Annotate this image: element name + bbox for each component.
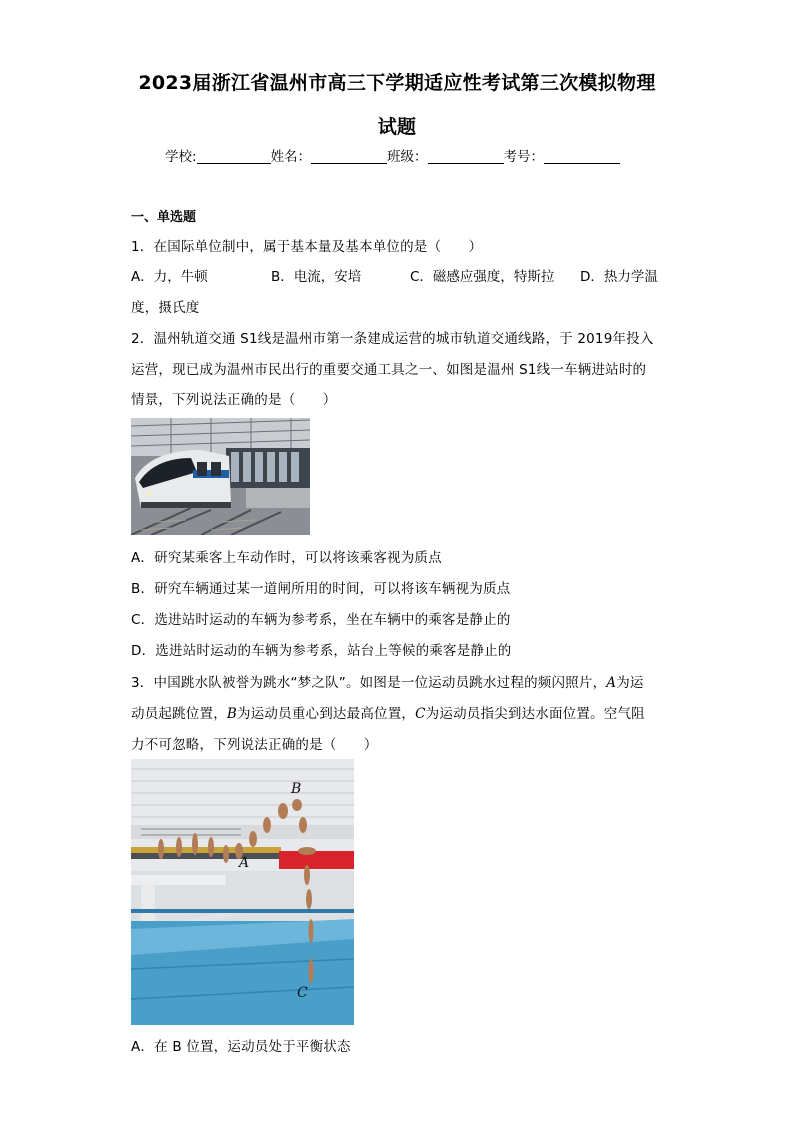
q1-stem: 1．在国际单位制中，属于基本量及基本单位的是（ ）	[131, 239, 483, 255]
q3-line2-text-end: 为运动员指尖到达水面位置。空气阻	[425, 706, 645, 722]
q3-stem-line1	[131, 671, 644, 691]
q1-option-d-cont: 度，摄氏度	[131, 300, 200, 316]
student-info-row	[165, 145, 620, 165]
q1-option-a: A．力，牛顿	[131, 269, 208, 285]
q3-stem-line3: 力不可忽略，下列说法正确的是（ ）	[131, 737, 378, 753]
fig-label-a: A	[239, 855, 250, 871]
q2-option-c: C．选进站时运动的车辆为参考系，坐在车辆中的乘客是静止的	[131, 612, 511, 628]
q2-stem-line3: 情景，下列说法正确的是（ ）	[131, 392, 337, 408]
q1-option-d: D．热力学温	[580, 269, 658, 285]
class-blank	[428, 149, 504, 164]
train-photo	[131, 418, 310, 535]
q2-option-a: A．研究某乘客上车动作时，可以将该乘客视为质点	[131, 550, 442, 566]
q3-line2-text: 动员起跳位置，	[131, 706, 227, 722]
q3-var-b: B	[226, 706, 238, 722]
q3-line2-text-mid: 为运动员重心到达最高位置，	[237, 706, 416, 722]
q2-option-d: D．选进站时运动的车辆为参考系，站台上等候的乘客是静止的	[131, 643, 512, 659]
section-title: 一、单选题	[131, 210, 197, 225]
school-blank	[197, 149, 271, 164]
q3-var-c: C	[415, 706, 426, 722]
fig-label-c: C	[297, 985, 308, 1001]
class-label: 班级：	[387, 149, 428, 165]
q3-var-a: A	[606, 675, 617, 691]
q1-option-b: B．电流，安培	[271, 269, 362, 285]
school-label: 学校:	[165, 149, 197, 165]
exam-title-line2: 试题	[377, 116, 417, 138]
number-blank	[544, 149, 620, 164]
q3-stem-line2	[131, 702, 645, 722]
diving-photo	[131, 759, 354, 1025]
exam-title-line1: 2023届浙江省温州市高三下学期适应性考试第三次模拟物理	[138, 72, 656, 94]
name-blank	[311, 149, 387, 164]
q2-stem-line1: 2．温州轨道交通 S1线是温州市第一条建成运营的城市轨道交通线路，于 2019年投入	[131, 331, 654, 347]
q3-option-a: A．在 B 位置，运动员处于平衡状态	[131, 1039, 351, 1055]
q3-line1-text: 3．中国跳水队被誉为跳水“梦之队”。如图是一位运动员跳水过程的频闪照片，	[131, 675, 607, 691]
fig-label-b: B	[291, 781, 302, 797]
number-label: 考号：	[503, 149, 545, 165]
q2-stem-line2: 运营，现已成为温州市民出行的重要交通工具之一、如图是温州 S1线一车辆进站时的	[131, 362, 647, 378]
name-label: 姓名：	[270, 149, 312, 165]
q1-option-c: C．磁感应强度，特斯拉	[410, 269, 555, 285]
q2-option-b: B．研究车辆通过某一道闸所用的时间，可以将该车辆视为质点	[131, 581, 511, 597]
q3-line1-text-end: 为运	[616, 675, 644, 691]
